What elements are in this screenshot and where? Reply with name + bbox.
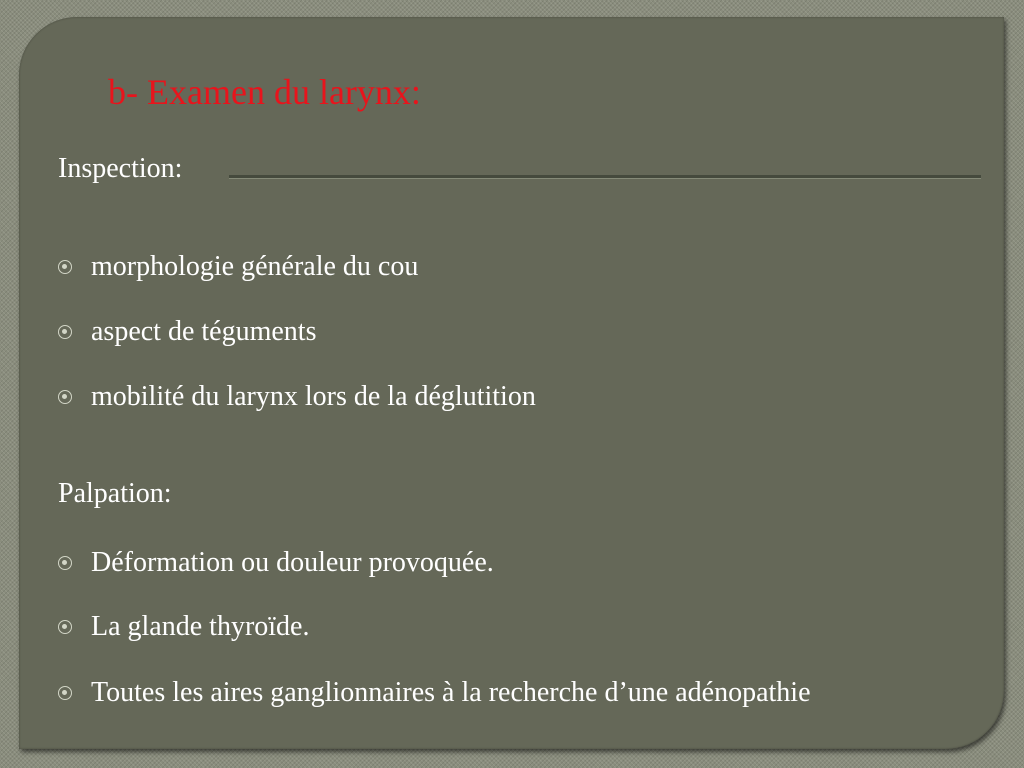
circle-dot-icon — [58, 390, 72, 404]
bullet-text: aspect de téguments — [91, 316, 317, 347]
bullet-item — [58, 677, 958, 709]
title-divider-line — [229, 175, 981, 179]
bullet-text: La glande thyroïde. — [91, 611, 310, 642]
bullet-item — [58, 547, 958, 579]
circle-dot-icon — [58, 260, 72, 274]
bullet-text: Déformation ou douleur provoquée. — [91, 547, 494, 578]
bullet-text: mobilité du larynx lors de la déglutition — [91, 381, 536, 412]
circle-dot-icon — [58, 686, 72, 700]
bullet-item — [58, 381, 958, 413]
slide-panel — [19, 17, 1004, 749]
bullet-item — [58, 316, 958, 348]
bullet-item — [58, 611, 958, 643]
bullet-text: Toutes les aires ganglionnaires à la recherche d’une adénopathie — [91, 677, 811, 708]
section-heading-inspection: Inspection: — [58, 153, 183, 184]
bullet-item — [58, 251, 958, 283]
bullet-text: morphologie générale du cou — [91, 251, 419, 282]
slide-title: b- Examen du larynx: — [108, 72, 421, 112]
circle-dot-icon — [58, 556, 72, 570]
circle-dot-icon — [58, 620, 72, 634]
section-heading-palpation: Palpation: — [58, 478, 172, 509]
circle-dot-icon — [58, 325, 72, 339]
